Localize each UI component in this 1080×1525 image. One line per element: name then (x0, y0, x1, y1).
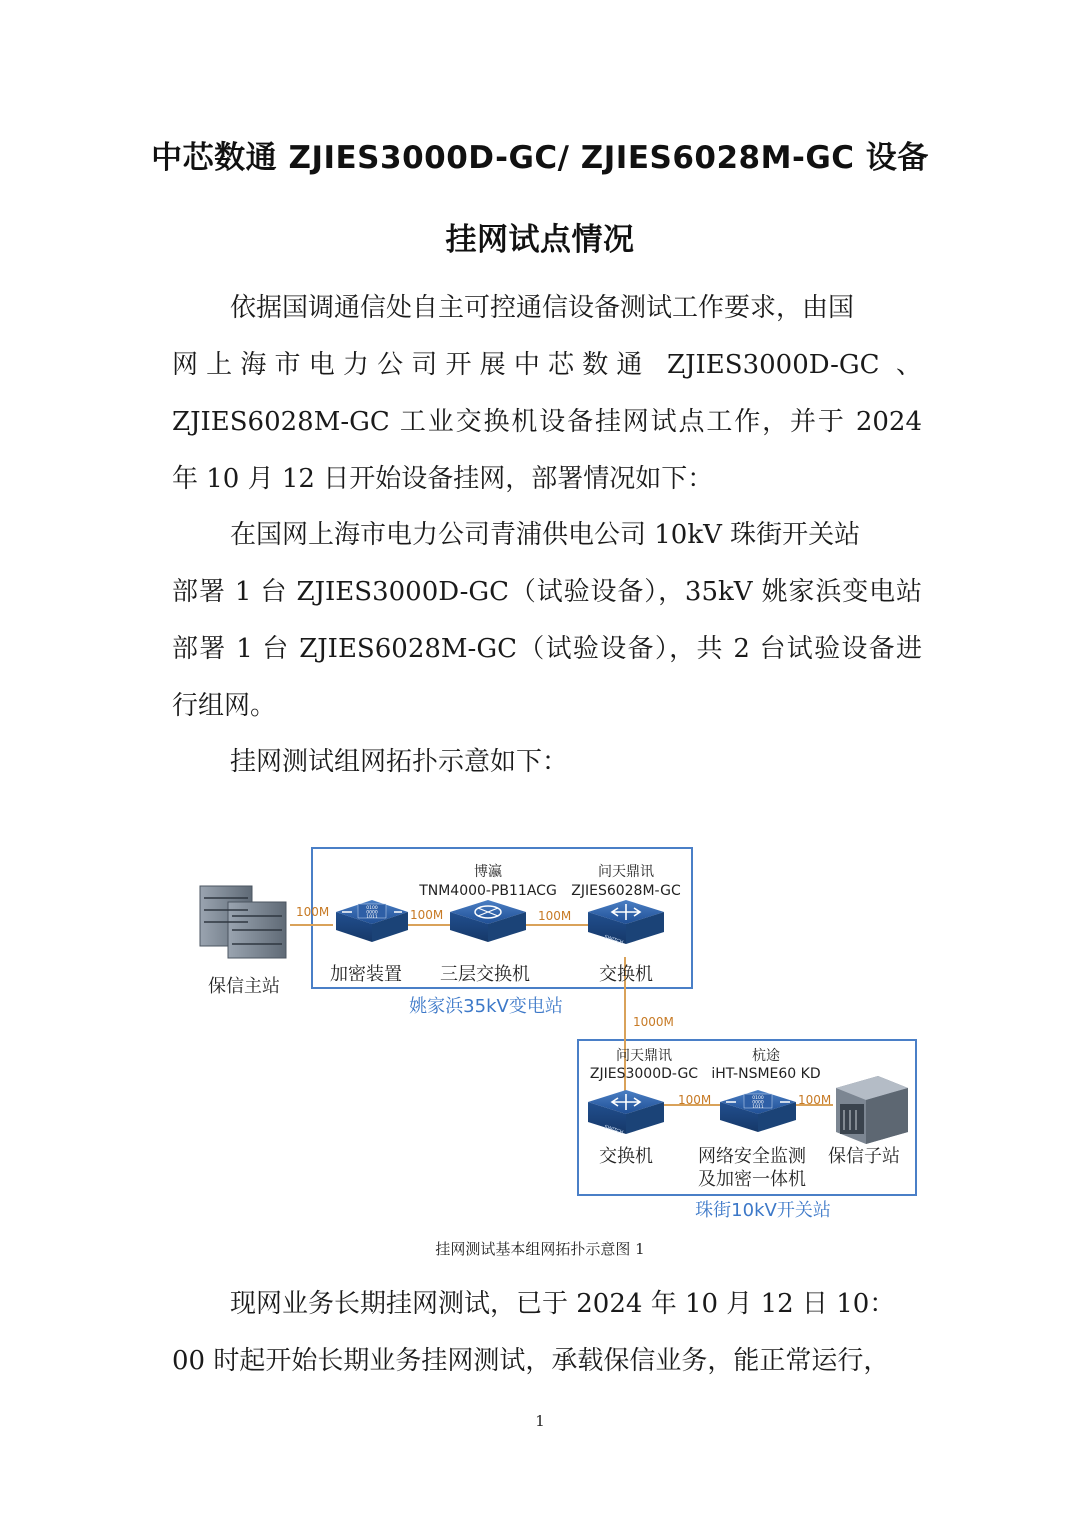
bottom-switch-tag: SWITCH (603, 1124, 624, 1136)
top-station-label: 姚家浜35kV变电站 (409, 996, 563, 1017)
nsm-device-icon (720, 1090, 796, 1132)
link-label-4: 1000M (633, 1015, 674, 1029)
master-station-label: 保信主站 (208, 976, 280, 997)
nsm-label-2: 及加密一体机 (698, 1169, 806, 1190)
paragraph-1 (172, 280, 922, 508)
title-line-2: 挂网试点情况 (445, 222, 635, 258)
encrypt-chip-r2: 0000 (366, 910, 378, 916)
encrypt-label: 加密装置 (330, 964, 402, 985)
figure-caption: 挂网测试基本组网拓扑示意图 1 (435, 1240, 645, 1258)
nsm-label-1: 网络安全监测 (698, 1146, 806, 1167)
title-line-1: 中芯数通 ZJIES3000D-GC/ ZJIES6028M-GC 设备 (151, 140, 929, 176)
paragraph-2 (172, 507, 922, 735)
top-switch-icon (588, 900, 664, 946)
nsm-chip-r2: 0000 (752, 1100, 764, 1106)
link-label-3: 100M (538, 909, 572, 923)
encrypt-chip-r1: 0100 (366, 906, 378, 911)
p1-line-3: ZJIES6028M-GC 工业交换机设备挂网试点工作，并于 2024 (172, 407, 922, 437)
p2-line-1: 在国网上海市电力公司青浦供电公司 10kV 珠街开关站 (230, 520, 861, 550)
server-master-icon (200, 886, 286, 958)
encrypt-device-icon (336, 900, 408, 942)
link-label-2: 100M (410, 908, 444, 922)
server-sub-icon (836, 1076, 908, 1144)
l3-vendor: 博瀛 (474, 864, 502, 880)
p2-line-3: 部署 1 台 ZJIES6028M-GC（试验设备），共 2 台试验设备进 (172, 634, 922, 664)
network-topology-diagram (188, 840, 928, 1230)
nsm-chip-r1: 0100 (752, 1096, 764, 1101)
nsm-vendor: 杭途 (752, 1048, 780, 1064)
top-switch-vendor: 问天鼎讯 (598, 864, 654, 880)
top-switch-model: ZJIES6028M-GC (571, 883, 681, 899)
l3-switch-icon (450, 900, 526, 942)
bottom-switch-icon (588, 1090, 664, 1136)
bottom-station-label: 珠街10kV开关站 (695, 1200, 831, 1221)
p4-line-2: 00 时起开始长期业务挂网测试，承载保信业务，能正常运行， (172, 1346, 890, 1376)
encrypt-chip-r3: 1011 (366, 915, 378, 920)
bottom-switch-label: 交换机 (599, 1146, 653, 1167)
p2-line-2: 部署 1 台 ZJIES3000D-GC（试验设备），35kV 姚家浜变电站 (172, 577, 922, 607)
paragraph-3 (172, 734, 922, 791)
p1-line-4: 年 10 月 12 日开始设备挂网，部署情况如下： (172, 464, 714, 494)
p3-line-1: 挂网测试组网拓扑示意如下： (230, 747, 569, 777)
l3-model: TNM4000-PB11ACG (419, 883, 557, 899)
sub-station-label: 保信子站 (828, 1146, 900, 1167)
top-switch-label: 交换机 (599, 964, 653, 985)
link-label-5: 100M (678, 1093, 712, 1107)
nsm-model: iHT-NSME60 KD (711, 1066, 821, 1082)
paragraph-4 (172, 1276, 922, 1390)
bottom-switch-vendor: 问天鼎讯 (616, 1048, 672, 1064)
nsm-chip-r3: 1011 (752, 1105, 764, 1110)
p1-line-2: 网上海市电力公司开展中芯数通 ZJIES3000D-GC 、 (172, 350, 922, 380)
top-switch-tag: SWITCH (603, 934, 624, 946)
page-number: 1 (535, 1412, 545, 1430)
p4-line-1: 现网业务长期挂网测试，已于 2024 年 10 月 12 日 10： (230, 1289, 896, 1319)
link-label-6: 100M (798, 1093, 832, 1107)
bottom-switch-model: ZJIES3000D-GC (589, 1066, 699, 1082)
link-label-1: 100M (296, 905, 330, 919)
l3-label: 三层交换机 (440, 964, 530, 985)
p1-line-1: 依据国调通信处自主可控通信设备测试工作要求，由国 (230, 293, 855, 323)
p2-line-4: 行组网。 (172, 691, 277, 721)
